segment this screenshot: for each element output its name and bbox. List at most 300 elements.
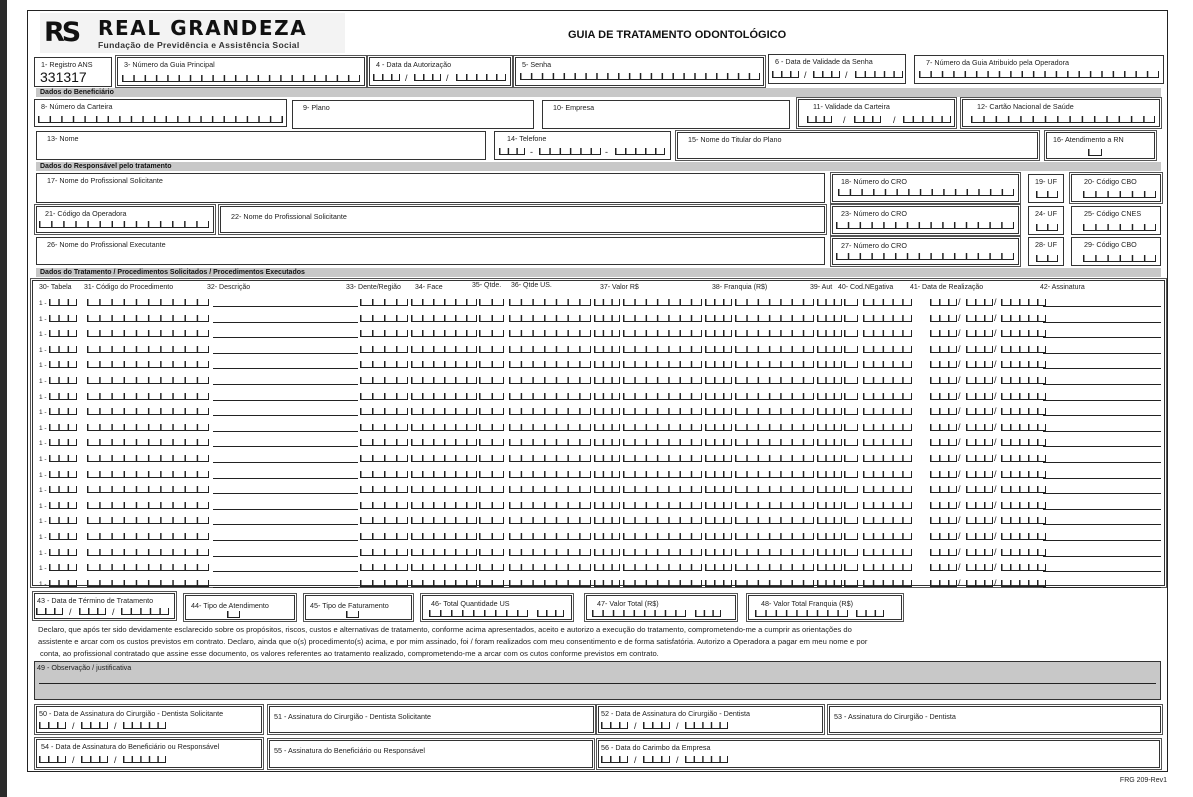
assinatura-line[interactable] [1043, 508, 1161, 510]
franquia-boxes[interactable] [735, 455, 814, 462]
aut-boxes[interactable] [844, 549, 858, 556]
codigo-boxes[interactable] [87, 564, 209, 571]
data-ano-boxes[interactable] [1001, 330, 1046, 337]
valor-boxes[interactable] [623, 315, 702, 322]
data-mes-boxes[interactable] [966, 330, 993, 337]
valor-decimal-boxes[interactable] [705, 408, 732, 415]
dente-regiao-boxes[interactable] [360, 517, 408, 524]
descricao-input[interactable] [213, 477, 358, 479]
month-boxes[interactable] [414, 74, 441, 81]
franquia-decimal-boxes[interactable] [817, 502, 842, 509]
dente-regiao-boxes[interactable] [360, 549, 408, 556]
face-boxes[interactable] [411, 377, 477, 384]
cod-negativa-boxes[interactable] [863, 455, 912, 462]
field-nome[interactable] [36, 131, 486, 160]
face-boxes[interactable] [411, 299, 477, 306]
codigo-boxes[interactable] [87, 424, 209, 431]
cod-negativa-boxes[interactable] [863, 330, 912, 337]
descricao-input[interactable] [213, 367, 358, 369]
descricao-input[interactable] [213, 508, 358, 510]
day-boxes[interactable] [772, 71, 799, 78]
qtde-us-boxes[interactable] [509, 393, 591, 400]
ddd-boxes[interactable] [499, 148, 525, 155]
qtde-us-decimal-boxes[interactable] [594, 439, 620, 446]
data-mes-boxes[interactable] [966, 471, 993, 478]
data-ano-boxes[interactable] [1001, 393, 1046, 400]
qtde-us-boxes[interactable] [509, 549, 591, 556]
char-boxes[interactable] [836, 253, 1014, 260]
field-data-termino-tratamento[interactable] [34, 593, 175, 619]
char-boxes[interactable] [919, 71, 1159, 78]
assinatura-line[interactable] [1043, 430, 1161, 432]
day-boxes[interactable] [601, 756, 628, 763]
data-ano-boxes[interactable] [1001, 315, 1046, 322]
year-boxes[interactable] [123, 722, 166, 729]
franquia-decimal-boxes[interactable] [817, 315, 842, 322]
face-boxes[interactable] [411, 315, 477, 322]
data-mes-boxes[interactable] [966, 361, 993, 368]
franquia-decimal-boxes[interactable] [817, 580, 842, 587]
data-mes-boxes[interactable] [966, 517, 993, 524]
face-boxes[interactable] [411, 564, 477, 571]
qtde-us-decimal-boxes[interactable] [594, 346, 620, 353]
field-plano[interactable] [292, 100, 534, 129]
field-codigo-cbo-29[interactable] [1071, 237, 1161, 266]
codigo-boxes[interactable] [87, 330, 209, 337]
aut-boxes[interactable] [844, 517, 858, 524]
day-boxes[interactable] [601, 722, 628, 729]
qtde-us-decimal-boxes[interactable] [594, 549, 620, 556]
franquia-boxes[interactable] [735, 299, 814, 306]
franquia-decimal-boxes[interactable] [817, 299, 842, 306]
field-numero-cro-23[interactable] [832, 206, 1019, 234]
data-dia-boxes[interactable] [930, 393, 957, 400]
data-ano-boxes[interactable] [1001, 377, 1046, 384]
field-nome-profissional-solicitante-22[interactable] [220, 206, 825, 233]
year-boxes[interactable] [121, 608, 169, 615]
qtde-us-decimal-boxes[interactable] [594, 361, 620, 368]
valor-decimal-boxes[interactable] [705, 330, 732, 337]
field-codigo-cbo-20[interactable] [1071, 174, 1161, 202]
aut-boxes[interactable] [844, 502, 858, 509]
tabela-boxes[interactable] [49, 455, 77, 462]
descricao-input[interactable] [213, 321, 358, 323]
data-ano-boxes[interactable] [1001, 486, 1046, 493]
qtde-boxes[interactable] [479, 549, 504, 556]
dente-regiao-boxes[interactable] [360, 393, 408, 400]
assinatura-line[interactable] [1043, 477, 1161, 479]
day-boxes[interactable] [36, 608, 63, 615]
month-boxes[interactable] [81, 756, 108, 763]
cod-negativa-boxes[interactable] [863, 517, 912, 524]
codigo-boxes[interactable] [87, 580, 209, 587]
qtde-us-decimal-boxes[interactable] [594, 424, 620, 431]
qtde-us-decimal-boxes[interactable] [594, 408, 620, 415]
aut-boxes[interactable] [844, 393, 858, 400]
assinatura-line[interactable] [1043, 492, 1161, 494]
data-ano-boxes[interactable] [1001, 517, 1046, 524]
tabela-boxes[interactable] [49, 502, 77, 509]
descricao-input[interactable] [213, 445, 358, 447]
day-boxes[interactable] [39, 756, 66, 763]
year-boxes[interactable] [456, 74, 506, 81]
qtde-boxes[interactable] [479, 564, 504, 571]
valor-boxes[interactable] [623, 361, 702, 368]
char-boxes[interactable] [1083, 191, 1156, 198]
field-data-autorizacao[interactable] [369, 57, 511, 86]
tabela-boxes[interactable] [49, 361, 77, 368]
aut-boxes[interactable] [844, 533, 858, 540]
face-boxes[interactable] [411, 393, 477, 400]
valor-boxes[interactable] [623, 517, 702, 524]
descricao-input[interactable] [213, 523, 358, 525]
codigo-boxes[interactable] [87, 346, 209, 353]
char-boxes[interactable] [227, 611, 240, 618]
field-assinatura-dentista[interactable] [829, 706, 1161, 733]
char-boxes[interactable] [520, 73, 760, 80]
face-boxes[interactable] [411, 346, 477, 353]
qtde-us-boxes[interactable] [509, 502, 591, 509]
qtde-boxes[interactable] [479, 299, 504, 306]
qtde-boxes[interactable] [479, 424, 504, 431]
qtde-us-decimal-boxes[interactable] [594, 377, 620, 384]
tabela-boxes[interactable] [49, 439, 77, 446]
data-ano-boxes[interactable] [1001, 361, 1046, 368]
data-ano-boxes[interactable] [1001, 471, 1046, 478]
qtde-boxes[interactable] [479, 393, 504, 400]
qtde-us-decimal-boxes[interactable] [594, 517, 620, 524]
observacao-line[interactable] [39, 682, 1156, 684]
descricao-input[interactable] [213, 461, 358, 463]
qtde-us-boxes[interactable] [509, 564, 591, 571]
tabela-boxes[interactable] [49, 377, 77, 384]
field-valor-total[interactable] [586, 595, 736, 620]
codigo-boxes[interactable] [87, 517, 209, 524]
descricao-input[interactable] [213, 555, 358, 557]
aut-boxes[interactable] [844, 471, 858, 478]
descricao-input[interactable] [213, 430, 358, 432]
field-validade-carteira[interactable] [798, 99, 955, 127]
data-mes-boxes[interactable] [966, 455, 993, 462]
assinatura-line[interactable] [1043, 445, 1161, 447]
aut-boxes[interactable] [844, 408, 858, 415]
char-boxes[interactable] [1036, 224, 1058, 231]
data-ano-boxes[interactable] [1001, 564, 1046, 571]
field-codigo-cnes[interactable] [1071, 206, 1161, 235]
field-nome-titular[interactable] [677, 132, 1038, 159]
valor-boxes[interactable] [623, 330, 702, 337]
aut-boxes[interactable] [844, 377, 858, 384]
qtde-us-decimal-boxes[interactable] [594, 564, 620, 571]
valor-decimal-boxes[interactable] [705, 315, 732, 322]
assinatura-line[interactable] [1043, 461, 1161, 463]
data-dia-boxes[interactable] [930, 533, 957, 540]
cod-negativa-boxes[interactable] [863, 502, 912, 509]
aut-boxes[interactable] [844, 439, 858, 446]
franquia-boxes[interactable] [735, 502, 814, 509]
data-ano-boxes[interactable] [1001, 299, 1046, 306]
integer-boxes[interactable] [755, 610, 848, 617]
valor-decimal-boxes[interactable] [705, 580, 732, 587]
field-data-assinatura-dentista[interactable] [598, 706, 823, 733]
qtde-us-boxes[interactable] [509, 330, 591, 337]
face-boxes[interactable] [411, 361, 477, 368]
data-mes-boxes[interactable] [966, 502, 993, 509]
qtde-boxes[interactable] [479, 486, 504, 493]
data-mes-boxes[interactable] [966, 564, 993, 571]
tabela-boxes[interactable] [49, 315, 77, 322]
dente-regiao-boxes[interactable] [360, 361, 408, 368]
valor-decimal-boxes[interactable] [705, 346, 732, 353]
valor-boxes[interactable] [623, 408, 702, 415]
codigo-boxes[interactable] [87, 486, 209, 493]
assinatura-line[interactable] [1043, 570, 1161, 572]
dente-regiao-boxes[interactable] [360, 346, 408, 353]
field-numero-guia-operadora[interactable] [914, 55, 1164, 84]
codigo-boxes[interactable] [87, 299, 209, 306]
data-ano-boxes[interactable] [1001, 408, 1046, 415]
field-empresa[interactable] [542, 100, 790, 129]
descricao-input[interactable] [213, 570, 358, 572]
char-boxes[interactable] [1088, 149, 1102, 156]
descricao-input[interactable] [213, 586, 358, 588]
franquia-decimal-boxes[interactable] [817, 330, 842, 337]
field-observacao[interactable] [34, 661, 1161, 700]
field-atendimento-rn[interactable] [1046, 132, 1155, 159]
franquia-decimal-boxes[interactable] [817, 361, 842, 368]
cod-negativa-boxes[interactable] [863, 549, 912, 556]
data-mes-boxes[interactable] [966, 299, 993, 306]
franquia-boxes[interactable] [735, 330, 814, 337]
assinatura-line[interactable] [1043, 352, 1161, 354]
aut-boxes[interactable] [844, 486, 858, 493]
qtde-us-decimal-boxes[interactable] [594, 533, 620, 540]
face-boxes[interactable] [411, 502, 477, 509]
aut-boxes[interactable] [844, 299, 858, 306]
cod-negativa-boxes[interactable] [863, 315, 912, 322]
char-boxes[interactable] [346, 611, 359, 618]
qtde-us-boxes[interactable] [509, 424, 591, 431]
aut-boxes[interactable] [844, 580, 858, 587]
valor-decimal-boxes[interactable] [705, 533, 732, 540]
face-boxes[interactable] [411, 471, 477, 478]
valor-boxes[interactable] [623, 502, 702, 509]
dente-regiao-boxes[interactable] [360, 330, 408, 337]
franquia-boxes[interactable] [735, 439, 814, 446]
franquia-boxes[interactable] [735, 377, 814, 384]
valor-decimal-boxes[interactable] [705, 502, 732, 509]
franquia-decimal-boxes[interactable] [817, 439, 842, 446]
cod-negativa-boxes[interactable] [863, 299, 912, 306]
data-dia-boxes[interactable] [930, 424, 957, 431]
decimal-boxes[interactable] [537, 610, 564, 617]
franquia-decimal-boxes[interactable] [817, 377, 842, 384]
data-dia-boxes[interactable] [930, 580, 957, 587]
franquia-boxes[interactable] [735, 424, 814, 431]
qtde-us-boxes[interactable] [509, 455, 591, 462]
year-boxes[interactable] [855, 71, 903, 78]
data-ano-boxes[interactable] [1001, 455, 1046, 462]
valor-boxes[interactable] [623, 455, 702, 462]
char-boxes[interactable] [1083, 224, 1156, 231]
dente-regiao-boxes[interactable] [360, 299, 408, 306]
field-numero-guia-principal[interactable] [117, 57, 365, 86]
valor-boxes[interactable] [623, 393, 702, 400]
field-nome-profissional-solicitante[interactable] [36, 173, 825, 203]
assinatura-line[interactable] [1043, 321, 1161, 323]
franquia-decimal-boxes[interactable] [817, 455, 842, 462]
data-dia-boxes[interactable] [930, 455, 957, 462]
dente-regiao-boxes[interactable] [360, 580, 408, 587]
franquia-decimal-boxes[interactable] [817, 346, 842, 353]
franquia-decimal-boxes[interactable] [817, 486, 842, 493]
field-valor-total-franquia[interactable] [748, 595, 902, 620]
year-boxes[interactable] [903, 116, 951, 123]
year-boxes[interactable] [685, 722, 728, 729]
month-boxes[interactable] [79, 608, 106, 615]
tabela-boxes[interactable] [49, 346, 77, 353]
franquia-boxes[interactable] [735, 315, 814, 322]
face-boxes[interactable] [411, 330, 477, 337]
tabela-boxes[interactable] [49, 564, 77, 571]
qtde-boxes[interactable] [479, 377, 504, 384]
dente-regiao-boxes[interactable] [360, 533, 408, 540]
char-boxes[interactable] [1083, 255, 1156, 262]
face-boxes[interactable] [411, 549, 477, 556]
codigo-boxes[interactable] [87, 361, 209, 368]
qtde-us-boxes[interactable] [509, 580, 591, 587]
data-dia-boxes[interactable] [930, 439, 957, 446]
codigo-boxes[interactable] [87, 393, 209, 400]
field-numero-cro-18[interactable] [832, 174, 1019, 202]
data-mes-boxes[interactable] [966, 346, 993, 353]
cod-negativa-boxes[interactable] [863, 533, 912, 540]
qtde-us-boxes[interactable] [509, 533, 591, 540]
data-mes-boxes[interactable] [966, 315, 993, 322]
face-boxes[interactable] [411, 517, 477, 524]
data-dia-boxes[interactable] [930, 361, 957, 368]
data-mes-boxes[interactable] [966, 393, 993, 400]
dente-regiao-boxes[interactable] [360, 315, 408, 322]
codigo-boxes[interactable] [87, 408, 209, 415]
valor-decimal-boxes[interactable] [705, 471, 732, 478]
decimal-boxes[interactable] [695, 610, 721, 617]
data-dia-boxes[interactable] [930, 299, 957, 306]
qtde-us-boxes[interactable] [509, 408, 591, 415]
field-assinatura-dentista-solicitante[interactable] [269, 706, 594, 733]
franquia-boxes[interactable] [735, 393, 814, 400]
franquia-boxes[interactable] [735, 486, 814, 493]
phone-boxes[interactable] [539, 148, 601, 155]
franquia-boxes[interactable] [735, 471, 814, 478]
field-telefone[interactable] [494, 131, 671, 160]
day-boxes[interactable] [807, 116, 832, 123]
franquia-boxes[interactable] [735, 580, 814, 587]
qtde-boxes[interactable] [479, 517, 504, 524]
tabela-boxes[interactable] [49, 393, 77, 400]
dente-regiao-boxes[interactable] [360, 471, 408, 478]
data-dia-boxes[interactable] [930, 502, 957, 509]
integer-boxes[interactable] [429, 610, 528, 617]
field-assinatura-beneficiario[interactable] [269, 740, 593, 768]
qtde-us-boxes[interactable] [509, 299, 591, 306]
franquia-decimal-boxes[interactable] [817, 533, 842, 540]
franquia-decimal-boxes[interactable] [817, 393, 842, 400]
data-ano-boxes[interactable] [1001, 502, 1046, 509]
aut-boxes[interactable] [844, 455, 858, 462]
aut-boxes[interactable] [844, 346, 858, 353]
data-dia-boxes[interactable] [930, 330, 957, 337]
face-boxes[interactable] [411, 486, 477, 493]
qtde-us-boxes[interactable] [509, 486, 591, 493]
qtde-us-decimal-boxes[interactable] [594, 315, 620, 322]
day-boxes[interactable] [39, 722, 66, 729]
field-tipo-faturamento[interactable] [305, 595, 412, 620]
valor-boxes[interactable] [623, 564, 702, 571]
valor-decimal-boxes[interactable] [705, 424, 732, 431]
aut-boxes[interactable] [844, 424, 858, 431]
tabela-boxes[interactable] [49, 408, 77, 415]
aut-boxes[interactable] [844, 564, 858, 571]
data-ano-boxes[interactable] [1001, 533, 1046, 540]
qtde-us-decimal-boxes[interactable] [594, 299, 620, 306]
valor-decimal-boxes[interactable] [705, 377, 732, 384]
cod-negativa-boxes[interactable] [863, 393, 912, 400]
valor-boxes[interactable] [623, 346, 702, 353]
cod-negativa-boxes[interactable] [863, 346, 912, 353]
data-mes-boxes[interactable] [966, 580, 993, 587]
field-total-quantidade-us[interactable] [422, 595, 572, 620]
year-boxes[interactable] [685, 756, 728, 763]
dente-regiao-boxes[interactable] [360, 455, 408, 462]
qtde-us-decimal-boxes[interactable] [594, 471, 620, 478]
data-ano-boxes[interactable] [1001, 549, 1046, 556]
data-dia-boxes[interactable] [930, 517, 957, 524]
data-mes-boxes[interactable] [966, 377, 993, 384]
char-boxes[interactable] [38, 116, 283, 123]
tabela-boxes[interactable] [49, 471, 77, 478]
qtde-boxes[interactable] [479, 471, 504, 478]
assinatura-line[interactable] [1043, 555, 1161, 557]
franquia-boxes[interactable] [735, 361, 814, 368]
qtde-us-decimal-boxes[interactable] [594, 486, 620, 493]
field-numero-cro-27[interactable] [832, 238, 1019, 265]
valor-decimal-boxes[interactable] [705, 455, 732, 462]
data-mes-boxes[interactable] [966, 424, 993, 431]
data-ano-boxes[interactable] [1001, 424, 1046, 431]
dente-regiao-boxes[interactable] [360, 486, 408, 493]
codigo-boxes[interactable] [87, 439, 209, 446]
descricao-input[interactable] [213, 336, 358, 338]
codigo-boxes[interactable] [87, 533, 209, 540]
qtde-boxes[interactable] [479, 315, 504, 322]
month-boxes[interactable] [854, 116, 881, 123]
franquia-boxes[interactable] [735, 517, 814, 524]
qtde-us-decimal-boxes[interactable] [594, 502, 620, 509]
qtde-us-boxes[interactable] [509, 471, 591, 478]
field-numero-carteira[interactable] [34, 99, 287, 127]
tabela-boxes[interactable] [49, 299, 77, 306]
field-uf-28[interactable] [1028, 237, 1064, 266]
franquia-boxes[interactable] [735, 346, 814, 353]
assinatura-line[interactable] [1043, 523, 1161, 525]
assinatura-line[interactable] [1043, 539, 1161, 541]
aut-boxes[interactable] [844, 361, 858, 368]
data-dia-boxes[interactable] [930, 564, 957, 571]
field-data-assinatura-dentista-solicitante[interactable] [36, 706, 262, 733]
cod-negativa-boxes[interactable] [863, 408, 912, 415]
descricao-input[interactable] [213, 399, 358, 401]
